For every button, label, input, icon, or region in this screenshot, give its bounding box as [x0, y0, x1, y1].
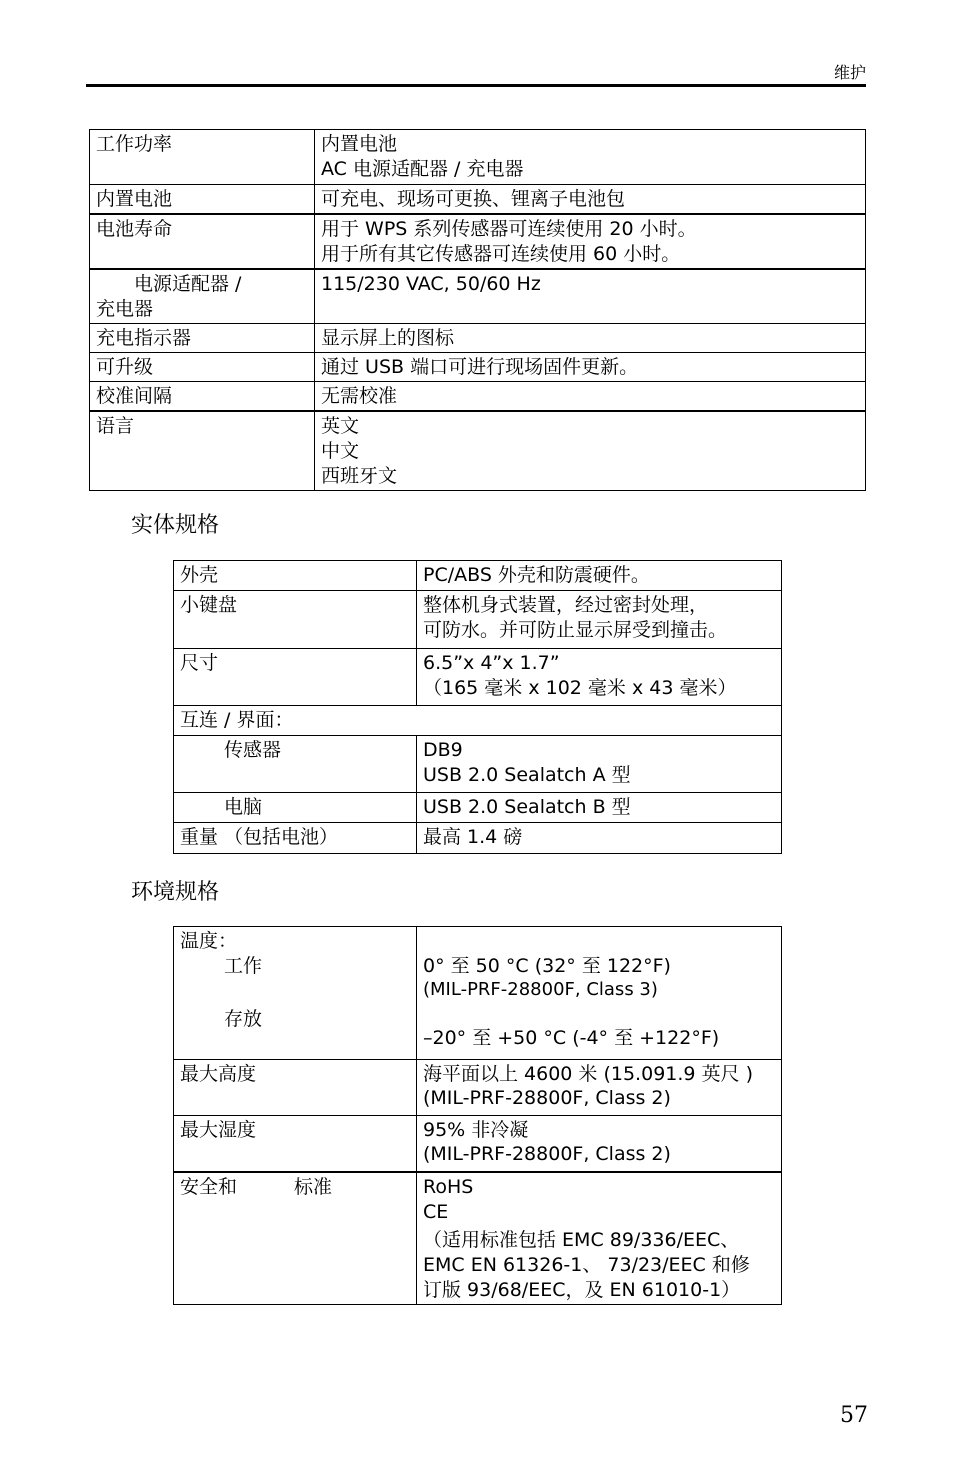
- table-row: [174, 823, 782, 854]
- spec-label: [174, 561, 417, 591]
- spec-label: [174, 736, 417, 793]
- table-row: [90, 382, 866, 412]
- spec-value: [315, 269, 866, 324]
- spec-value: [315, 130, 866, 185]
- spec-value-line: 可充电、现场可更换、锂离子电池包: [321, 188, 626, 210]
- spec-label-text: 校准间隔: [96, 385, 173, 407]
- spec-value-line: 可防水。并可防止显示屏受到撞击。: [423, 619, 728, 641]
- spec-value-line: 6.5”x 4”x 1.7”: [423, 652, 560, 674]
- spec-value: [417, 591, 782, 649]
- page-number: 57: [840, 1403, 868, 1428]
- spec-label-text: 充电器: [96, 298, 154, 320]
- table-row: [90, 353, 866, 382]
- spec-value: [315, 185, 866, 215]
- spec-label-text: 最大高度: [180, 1063, 257, 1085]
- physical-specs-table: [173, 560, 782, 854]
- table-row: [90, 411, 866, 491]
- operating-specs-table: [89, 129, 866, 491]
- spec-label-text: 电源适配器 /: [134, 273, 242, 295]
- spec-label-text: 存放: [224, 1008, 263, 1030]
- spec-label-text: 小键盘: [180, 594, 238, 616]
- spec-value-line: 整体机身式装置，经过密封处理，: [423, 594, 709, 616]
- spec-label-text: 充电指示器: [96, 327, 192, 349]
- spec-label: [174, 1060, 417, 1116]
- spec-label-text: 电脑: [224, 796, 263, 818]
- spec-label: [90, 324, 315, 353]
- spec-label-text: 安全和 标准: [180, 1175, 333, 1198]
- spec-value: [315, 411, 866, 491]
- spec-label-text: 内置电池: [96, 188, 173, 210]
- spec-value-line: (MIL-PRF-28800F, Class 3): [423, 979, 658, 1000]
- spec-value: [315, 382, 866, 412]
- spec-value-line: 95% 非冷凝: [423, 1119, 529, 1141]
- spec-value: [417, 1116, 782, 1172]
- spec-value-line: 用于 WPS 系列传感器可连续使用 20 小时。: [321, 218, 697, 240]
- spec-label: [174, 793, 417, 823]
- environmental-specs-table: [173, 926, 782, 1305]
- spec-label: [90, 353, 315, 382]
- spec-value-line: （165 毫米 x 102 毫米 x 43 毫米）: [423, 677, 737, 699]
- spec-label: [90, 185, 315, 215]
- spec-value-line: RoHS: [423, 1175, 474, 1198]
- spec-value-line: EMC EN 61326-1、 73/23/EEC 和修: [423, 1253, 750, 1276]
- spec-value-line: 海平面以上 4600 米 (15.091.9 英尺 ): [423, 1063, 753, 1085]
- spec-label-text: 工作功率: [96, 133, 173, 155]
- physical-specs-heading: 实体规格: [131, 513, 220, 538]
- spec-value-line: 西班牙文: [321, 465, 398, 487]
- table-row: [90, 324, 866, 353]
- table-row: [174, 591, 782, 649]
- spec-label: [90, 411, 315, 491]
- spec-label: [90, 130, 315, 185]
- spec-value-line: 内置电池: [321, 133, 398, 155]
- spec-value-line: USB 2.0 Sealatch A 型: [423, 764, 631, 786]
- spec-value-line: CE: [423, 1200, 449, 1223]
- spec-value: [417, 561, 782, 591]
- header-rule: [86, 84, 866, 87]
- table-row: [174, 1060, 782, 1116]
- spec-label-text: 温度：: [180, 930, 238, 952]
- spec-label: [174, 591, 417, 649]
- spec-value: [315, 324, 866, 353]
- spec-value-line: 显示屏上的图标: [321, 327, 455, 349]
- spec-value: [417, 1060, 782, 1116]
- table-row: [174, 706, 782, 736]
- environmental-specs-heading: 环境规格: [131, 880, 220, 905]
- spec-value: [417, 1172, 782, 1305]
- spec-label: [174, 927, 417, 1060]
- spec-label: [174, 823, 417, 854]
- spec-label-text: 电池寿命: [96, 218, 173, 240]
- spec-value: [417, 927, 782, 1060]
- spec-value-line: 中文: [321, 440, 360, 462]
- spec-value: [315, 353, 866, 382]
- spec-label-text: 尺寸: [180, 652, 219, 674]
- spec-value-line: 最高 1.4 磅: [423, 826, 523, 848]
- table-row: [174, 793, 782, 823]
- spec-value-line: 用于所有其它传感器可连续使用 60 小时。: [321, 243, 681, 265]
- spec-value-line: DB9: [423, 739, 463, 761]
- spec-label: [90, 269, 315, 324]
- spec-value-line: (MIL-PRF-28800F, Class 2): [423, 1143, 671, 1165]
- table-row: [90, 130, 866, 185]
- spec-label-text: 可升级: [96, 356, 154, 378]
- spec-value: [417, 649, 782, 706]
- spec-label-text: 重量 （包括电池）: [180, 826, 339, 848]
- table-row: [174, 1116, 782, 1172]
- spec-value: [417, 823, 782, 854]
- spec-value-line: 通过 USB 端口可进行现场固件更新。: [321, 356, 639, 378]
- spec-label-text: 工作: [224, 955, 263, 977]
- spec-value-line: 115/230 VAC, 50/60 Hz: [321, 273, 541, 295]
- table-row: [174, 927, 782, 1060]
- spec-group-label: [174, 706, 782, 736]
- spec-value-line: (MIL-PRF-28800F, Class 2): [423, 1087, 671, 1109]
- table-row: [174, 1172, 782, 1305]
- spec-label: [174, 649, 417, 706]
- spec-value-line: 订版 93/68/EEC，及 EN 61010-1）: [423, 1278, 741, 1301]
- spec-label-text: 语言: [96, 415, 135, 437]
- spec-value-line: –20° 至 +50 °C (-4° 至 +122°F): [423, 1027, 720, 1049]
- spec-value-line: PC/ABS 外壳和防震硬件。: [423, 564, 650, 586]
- spec-value-line: （适用标准包括 EMC 89/336/EEC、: [423, 1228, 740, 1251]
- spec-label-text: 传感器: [224, 739, 282, 761]
- spec-value-line: 无需校准: [321, 385, 398, 407]
- spec-value: [417, 793, 782, 823]
- spec-label-text: 外壳: [180, 564, 219, 586]
- table-row: [174, 649, 782, 706]
- table-row: [90, 214, 866, 269]
- spec-value: [315, 214, 866, 269]
- spec-label-text: 互连 / 界面：: [180, 709, 294, 731]
- spec-label-text: 最大湿度: [180, 1119, 257, 1141]
- header-title: 维护: [833, 63, 866, 82]
- spec-value-line: 0° 至 50 °C (32° 至 122°F): [423, 955, 671, 977]
- table-row: [90, 185, 866, 215]
- spec-label: [174, 1172, 417, 1305]
- table-row: [174, 561, 782, 591]
- spec-value-line: USB 2.0 Sealatch B 型: [423, 796, 631, 818]
- spec-label: [90, 214, 315, 269]
- spec-label: [90, 382, 315, 412]
- table-row: [174, 736, 782, 793]
- spec-label: [174, 1116, 417, 1172]
- spec-value-line: 英文: [321, 415, 360, 437]
- spec-value: [417, 736, 782, 793]
- table-row: [90, 269, 866, 324]
- spec-value-line: AC 电源适配器 / 充电器: [321, 158, 524, 180]
